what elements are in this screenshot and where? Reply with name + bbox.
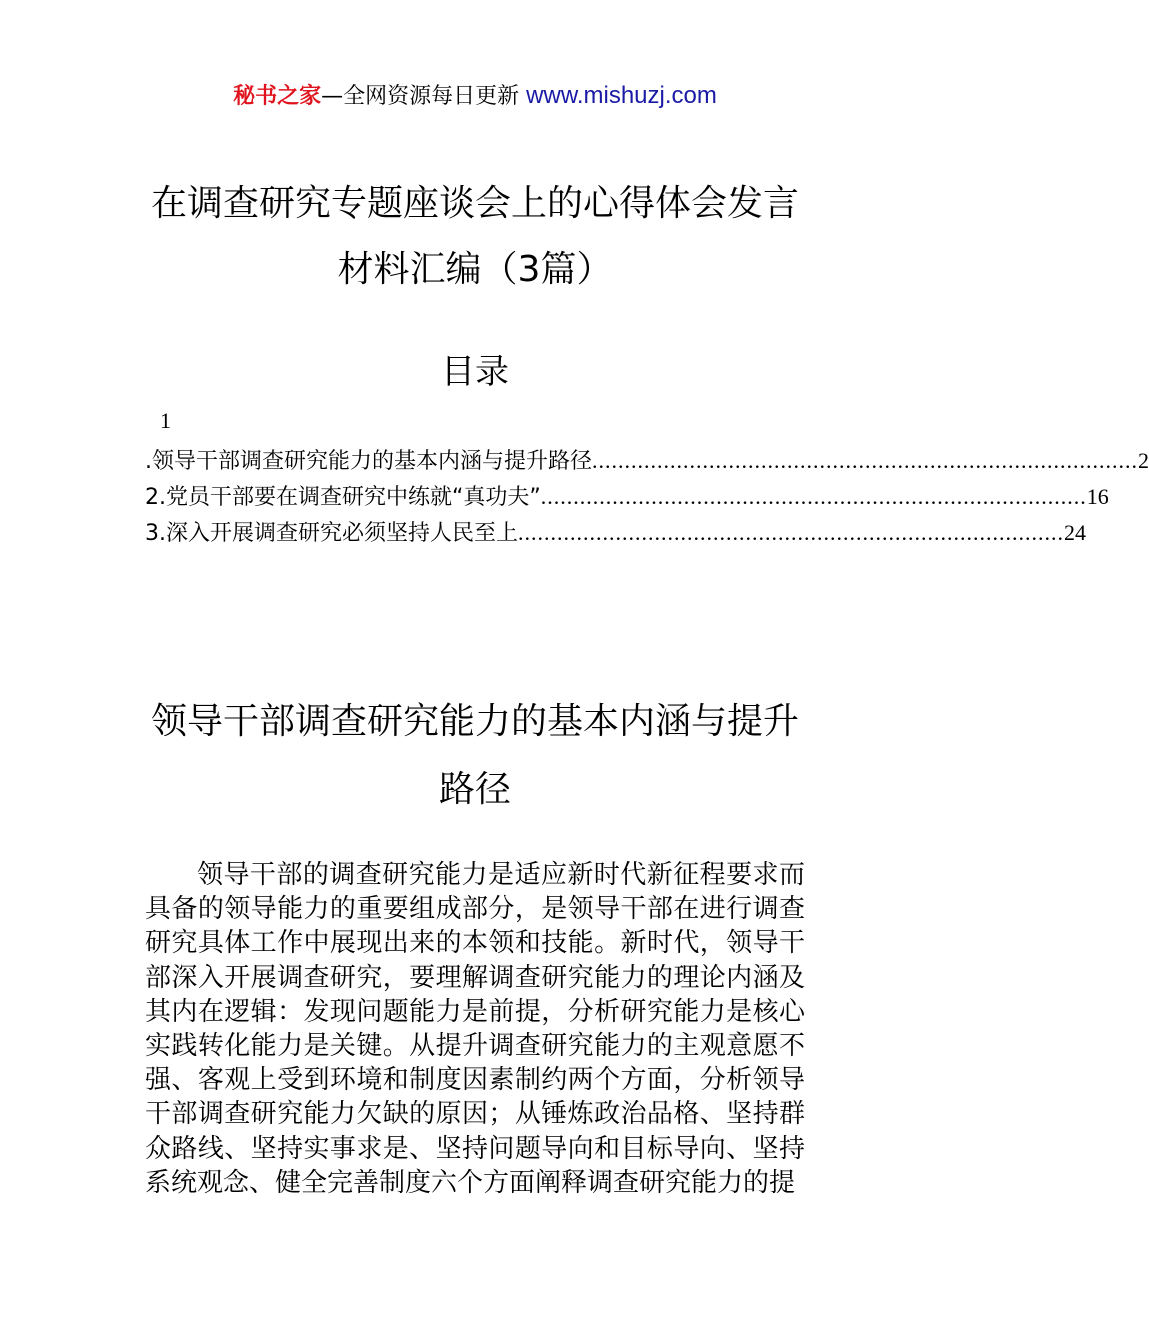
toc-leader-dots: .................................................................................... [518,520,1064,545]
toc-item-page: 16 [1086,484,1109,509]
toc-item[interactable] [145,480,1109,514]
site-url-link[interactable]: www.mishuzj.com [526,82,717,109]
toc-heading: 目录 [441,352,509,392]
section-title-line1: 领导干部调查研究能力的基本内涵与提升 [150,701,799,742]
toc-item1-number: 1 [160,408,171,433]
toc-item-page: 24 [1064,520,1086,545]
toc-leader-dots: .................................................................................... [592,448,1138,473]
toc-item-title: 2.党员干部要在调查研究中练就“真功夫” [145,485,541,510]
site-header [0,80,950,113]
section-title-line2: 路径 [438,769,511,810]
toc-item-title: .领导干部调查研究能力的基本内涵与提升路径 [145,449,592,474]
body-paragraph-block [145,858,805,1200]
document-title-line2: 材料汇编（3篇） [337,249,613,290]
toc-item-page: 2 [1138,448,1149,473]
brand-name: 秘书之家 [233,84,322,109]
document-title-line1: 在调查研究专题座谈会上的心得体会发言 [150,183,799,224]
toc-item[interactable] [145,516,1086,550]
toc-item-title: 3.深入开展调查研究必须坚持人民至上 [145,521,518,546]
toc-leader-dots: .................................................................................... [540,484,1087,509]
header-tagline: —全网资源每日更新 [321,84,520,109]
toc-item[interactable] [145,444,1149,478]
body-paragraph: 领导干部的调查研究能力是适应新时代新征程要求而具备的领导能力的重要组成部分，是领导干部在进行调查研究具体工作中展现出来的本领和技能。新时代，领导干部深入开展调查研究，要理解调查研究能力的理论内涵及其内在逻辑：发现问题能力是前提，分析研究能力是核心实践转化能力是关键。从提升调查研究能力的主观意愿不强、客观上受到环境和制度因素制约两个方面，分析领导干部调查研究能力欠缺的原因；从锤炼政治品格、坚持群众路线、坚持实事求是、坚持问题导向和目标导向、坚持系统观念、健全完善制度六个方面阐释调查研究能力的提 [145,860,805,1198]
